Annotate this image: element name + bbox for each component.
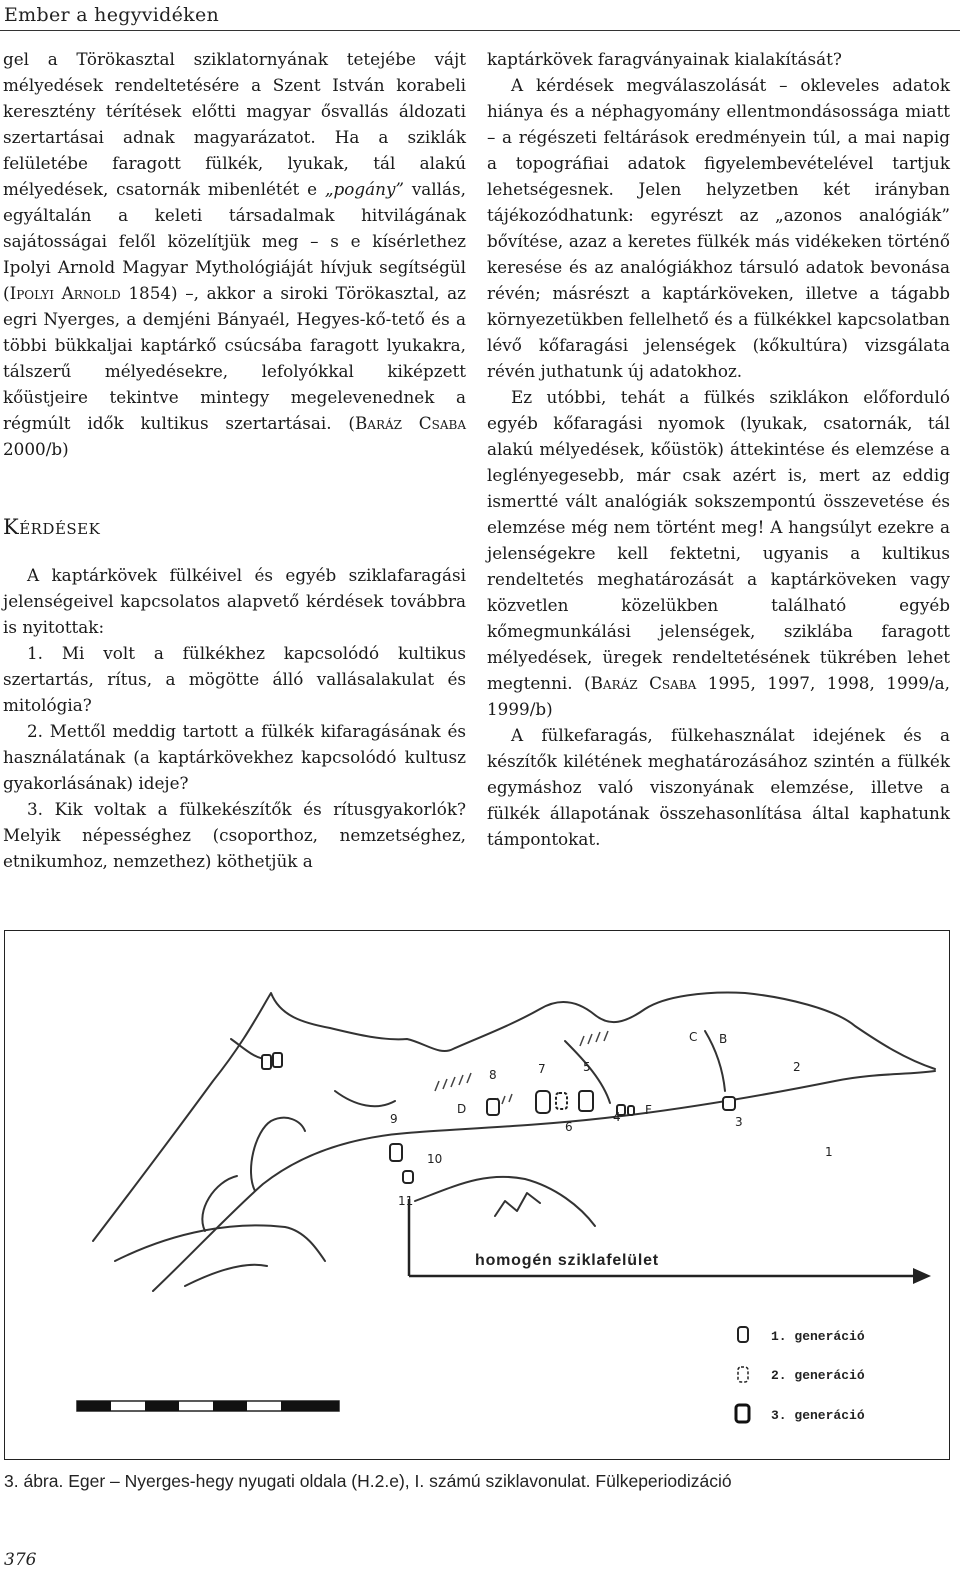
- legend-label-gen2: 2. generáció: [771, 1368, 865, 1383]
- niche-label: B: [719, 1032, 728, 1046]
- niche-labels: [390, 1030, 833, 1208]
- left-column: [3, 46, 466, 874]
- figure-drawing: [4, 930, 950, 1460]
- citation-author: Baráz Csaba: [354, 413, 467, 433]
- niche-label: 2: [793, 1060, 801, 1074]
- niche-label: 4: [613, 1110, 621, 1124]
- figure-caption: 3. ábra. Eger – Nyerges-hegy nyugati oldala (H.2.e), I. számú sziklavonulat. Fülkeperiodizáció: [4, 1471, 732, 1491]
- legend: [736, 1327, 865, 1423]
- niche-label: 7: [538, 1062, 546, 1076]
- question-2: 2. Mettől meddig tartott a fülkék kifaragásának és használatának (a kaptárkövekhez kapcsolódó kultusz gyakorlásának) ideje?: [3, 721, 466, 793]
- legend-label-gen1: 1. generáció: [771, 1329, 865, 1344]
- legend-swatch-gen2: [738, 1367, 748, 1382]
- niche-label: 11: [398, 1194, 414, 1208]
- legend-label-gen3: 3. generáció: [771, 1408, 865, 1423]
- niche-label: 3: [735, 1115, 743, 1129]
- legend-swatch-gen3: [736, 1405, 749, 1422]
- niche-label: D: [457, 1102, 467, 1116]
- header-rule: [0, 30, 960, 31]
- niche-label: 1: [825, 1145, 833, 1159]
- right-paragraph-2: A kérdések megválaszolását – okleveles adatok hiánya és a néphagyomány ellentmondásossága miatt – a régészeti feltárások eredményein túl, a mai napig a topográfiai adatok figyelembevételével tartjuk lehetségesnek. Jelen helyzetben két irányban tájékozódhatunk: egyrészt az „azonos analógiák” bővítése, azaz a keretes fülkék más vidékeken történő keresése és az analógiákhoz társuló adatok bevonása révén; másrészt a kaptárköveken, illetve a tágabb környezetükben fellelhető és a fülkékkel kapcsolatban lévő kőfaragási jelenségek (kőkultúra) vizsgálata révén juthatunk új adatokhoz.: [487, 75, 950, 381]
- niche-label: F: [645, 1103, 652, 1117]
- arrow-label: homogén sziklafelület: [475, 1252, 659, 1269]
- niches: [262, 1053, 735, 1183]
- niche-label: 5: [583, 1060, 591, 1074]
- text-run: 1995, 1997, 1998, 1999/a, 1999/b): [487, 673, 950, 719]
- question-3: 3. Kik voltak a fülkekészítők és rítusgyakorlók? Melyik népességhez (csoporthoz, nemzetséghez, etnikumhoz, nemzethez) köthetjük a: [3, 799, 466, 871]
- left-paragraph-1: [3, 46, 466, 462]
- running-head: Ember a hegyvidéken: [4, 4, 220, 26]
- text-run: 2000/b): [3, 439, 69, 459]
- scale-bar: [77, 1401, 339, 1411]
- right-paragraph-4: A fülkefaragás, fülkehasználat idejének és a készítők kilétének meghatározásához szintén a fülkék egymáshoz való viszonyának elemzése, illetve a fülkék állapotának összehasonlítása által kaphatunk támpontokat.: [487, 725, 950, 849]
- left-paragraph-2: A kaptárkövek fülkéivel és egyéb sziklafaragási jelenségeivel kapcsolatos alapvető kérdések továbbra is nyitottak:: [3, 565, 466, 637]
- niche-label: 9: [390, 1112, 398, 1126]
- niche-label: 6: [565, 1120, 573, 1134]
- citation-author: Baráz Csaba: [590, 673, 697, 693]
- legend-swatch-gen1: [738, 1327, 748, 1342]
- text-run: gel a Törökasztal sziklatornyának tetejébe vájt mélyedések rendeltetésére a Szent István korabeli keresztény térítések előtti magyar ősvallás áldozati szertartásai adnak magyarázatot. Ha a sziklák felületébe faragott fülkék, lyukak, tál alakú mélyedések, csatornák mibenlétét e: [3, 49, 466, 199]
- section-heading: Kérdések: [3, 515, 101, 539]
- right-paragraph-1: kaptárkövek faragványainak kialakítását?: [487, 49, 842, 69]
- rock-drawing-svg: [5, 931, 949, 1459]
- right-column: [487, 46, 950, 852]
- text-run: vallás, egyáltalán a keleti társadalmak hitvilágának sajátosságai felől közelítjük meg – s e kísérlethez Ipolyi Arnold Magyar Mythológiáját hívjuk segítségül (: [3, 179, 466, 303]
- page-number: 376: [4, 1550, 37, 1570]
- niche-label: 8: [489, 1068, 497, 1082]
- rock-outline: [93, 993, 935, 1291]
- text-run: 1854) –, akkor a siroki Törökasztal, az egri Nyerges, a demjéni Bányaél, Hegyes-kő-tető és a többi bükkaljai kaptárkő csúcsába faragott lyukakra, tálszerű mélyedésekre, lefolyókkal kiképzett kőüstjeire tekintve mintegy megelevenednek a régmúlt idők kultikus szertartásai. (: [3, 283, 466, 433]
- question-1: 1. Mi volt a fülkékhez kapcsolódó kultikus szertartás, rítus, a mögötte álló vallásalakulat és mitológia?: [3, 643, 466, 715]
- right-paragraph-3: [487, 384, 950, 722]
- italic-term: „pogány”: [324, 179, 405, 199]
- extent-arrow: [409, 1199, 931, 1284]
- text-run: Ez utóbbi, tehát a fülkés sziklákon előforduló egyéb kőfaragási nyomok (lyukak, csatornák, tál alakú mélyedések, kőüstök) áttekintése és elemzése a leglényegesebb, már csak azért is, mert az eddig ismertté vált analógiák sokszempontú összevetése és elemzése még nem történt meg! A hangsúlyt ezekre a jelenségekre kell fektetni, ugyanis a kultikus rendeltetés meghatározását a kaptárköveken vagy közvetlen közelükben található egyéb kőmegmunkálási jelenségek, sziklába faragott mélyedések, üregek rendeltetésének tükrében lehet megtenni. (: [487, 387, 950, 693]
- niche-label: C: [689, 1030, 698, 1044]
- citation-author: Ipolyi Arnold: [9, 283, 121, 303]
- niche-label: 10: [427, 1152, 443, 1166]
